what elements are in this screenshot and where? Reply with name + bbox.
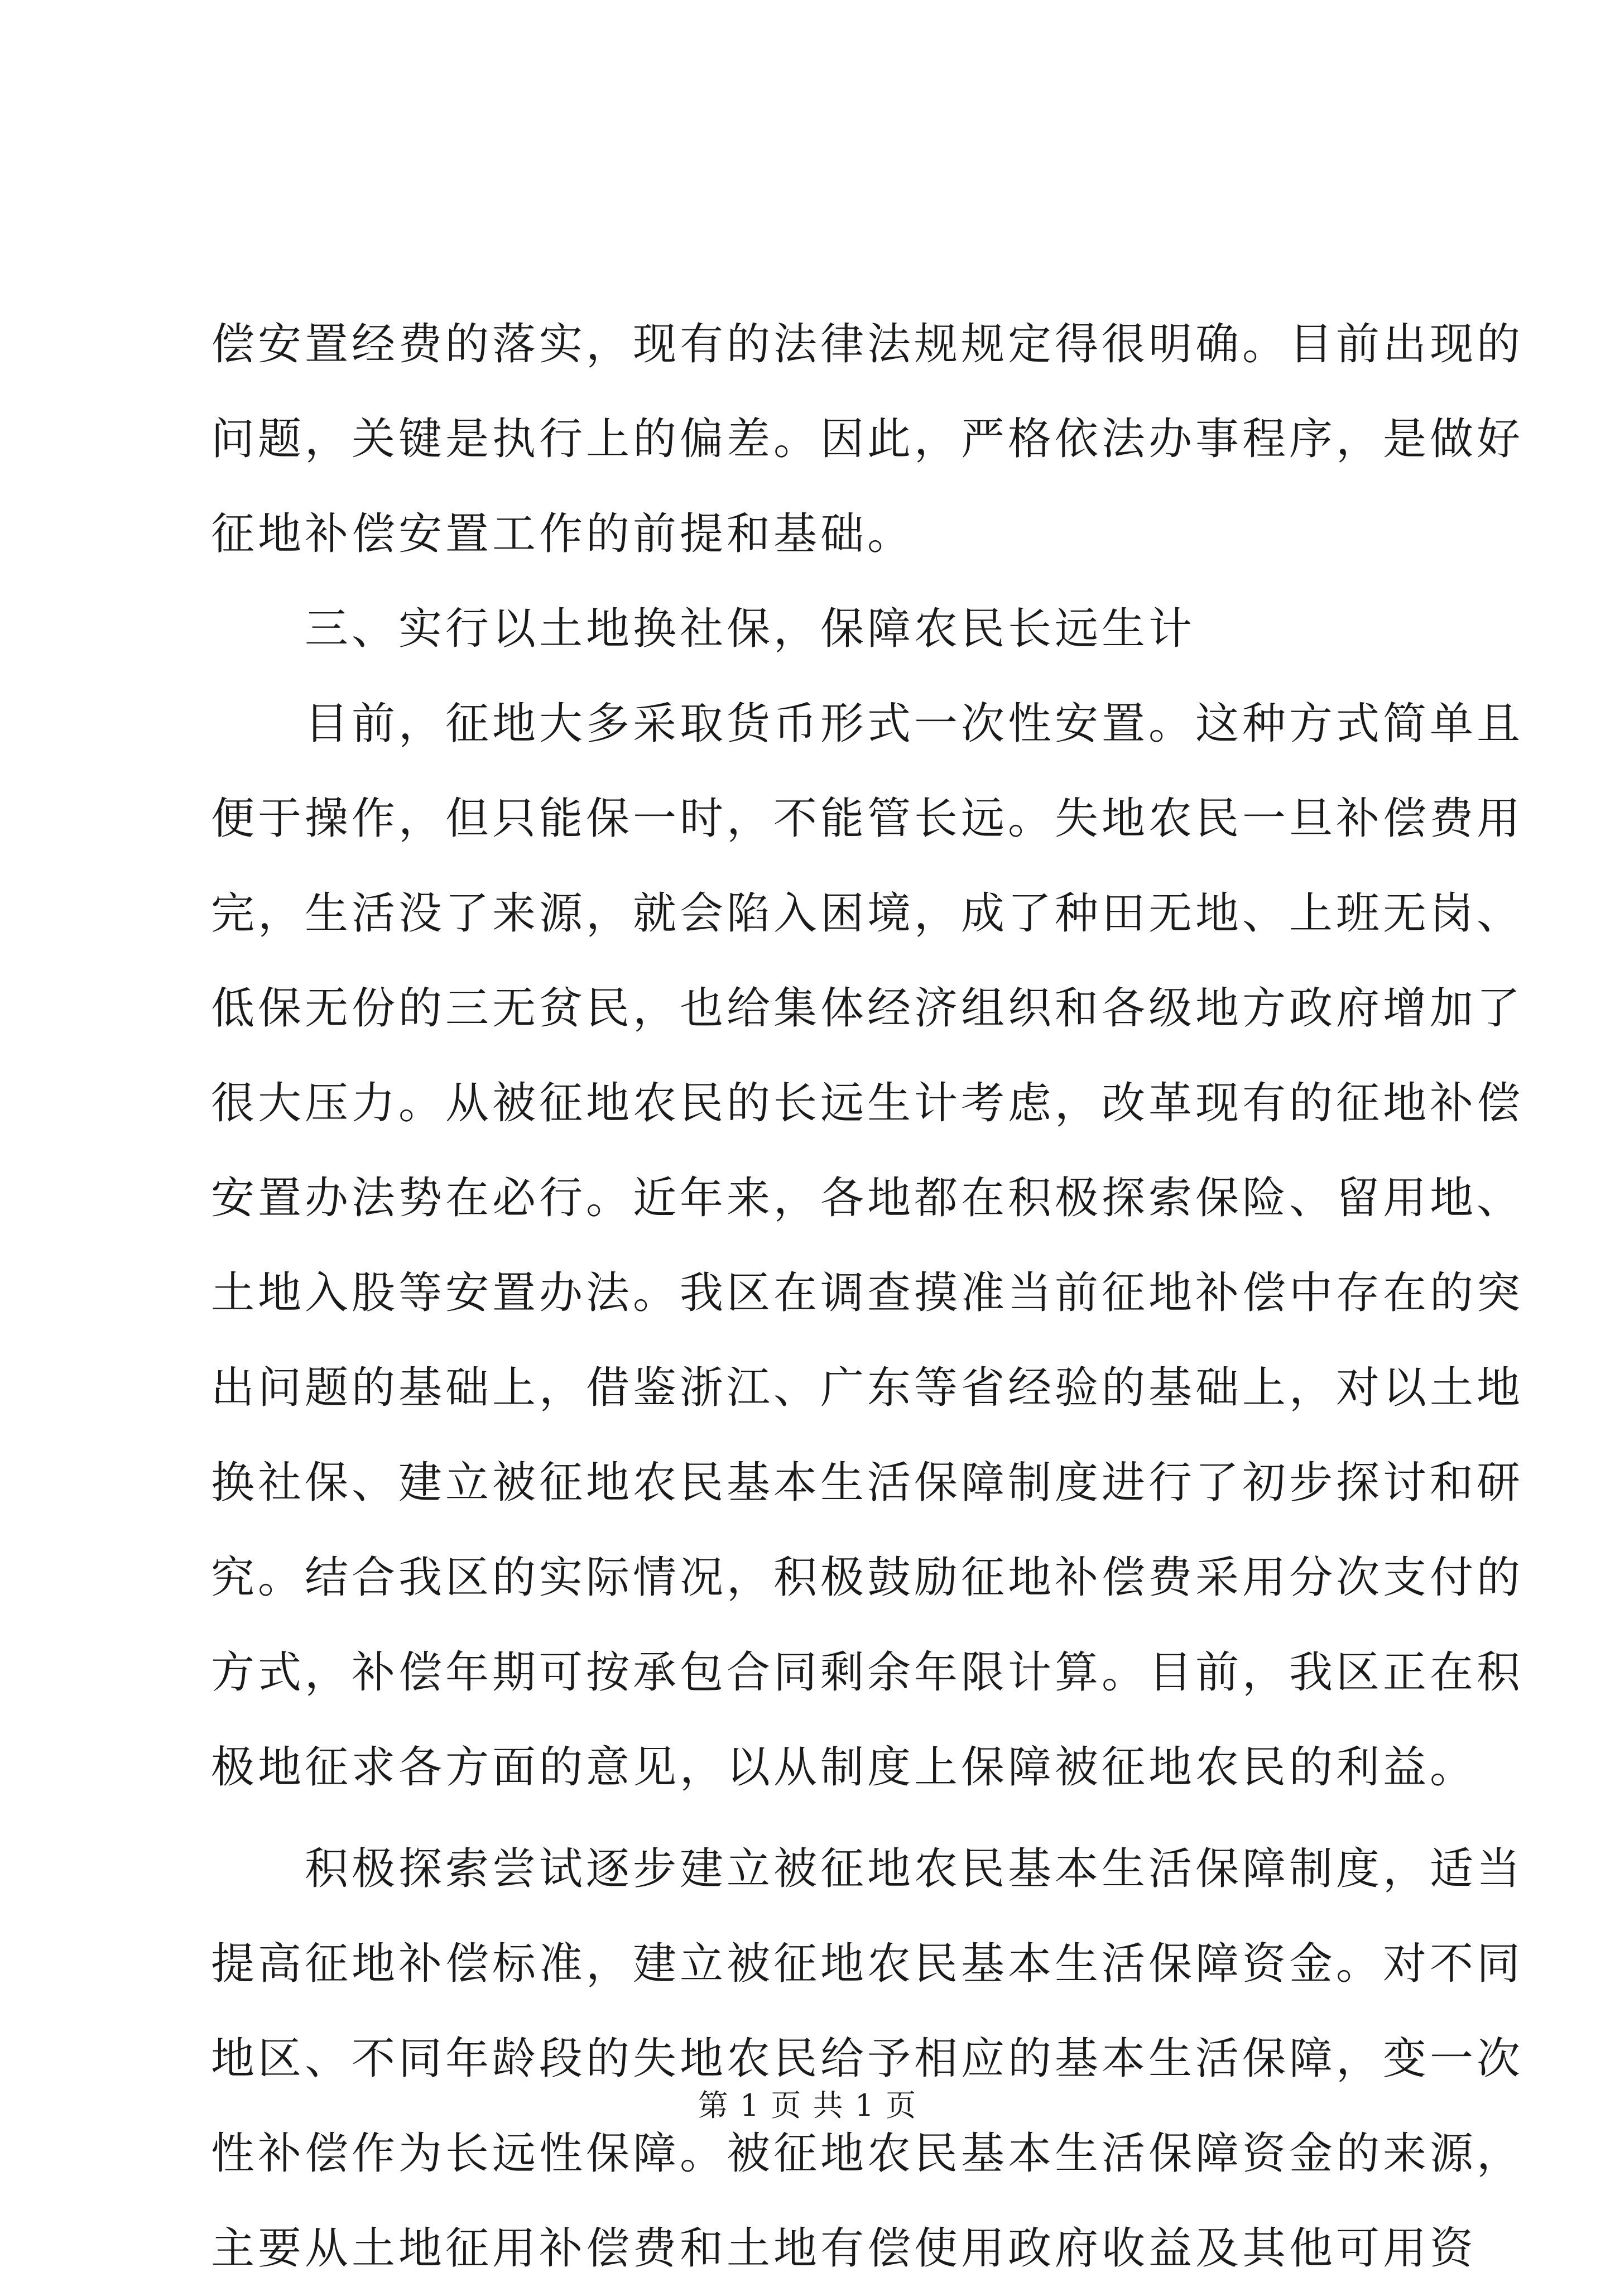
text-line: 完，生活没了来源，就会陷入困境，成了种田无地、上班无岗、 bbox=[211, 888, 1524, 939]
text-line: 土地入股等安置办法。我区在调查摸准当前征地补偿中存在的突 bbox=[211, 1268, 1524, 1318]
text-line: 便于操作，但只能保一时，不能管长远。失地农民一旦补偿费用 bbox=[211, 794, 1524, 844]
page-footer: 第 1 页 共 1 页 bbox=[698, 2088, 917, 2123]
document-body bbox=[211, 297, 1524, 2296]
text-line: 性补偿作为长远性保障。被征地农民基本生活保障资金的来源， bbox=[211, 2129, 1524, 2179]
text-line: 极地征求各方面的意见，以从制度上保障被征地农民的利益。 bbox=[211, 1742, 1477, 1793]
text-line: 目前，征地大多采取货币形式一次性安置。这种方式简单且 bbox=[305, 699, 1524, 749]
text-line: 安置办法势在必行。近年来，各地都在积极探索保险、留用地、 bbox=[211, 1173, 1524, 1223]
paragraph-gap bbox=[211, 1815, 1405, 1822]
text-line: 提高征地补偿标准，建立被征地农民基本生活保障资金。对不同 bbox=[211, 1939, 1524, 1989]
text-line: 很大压力。从被征地农民的长远生计考虑，改革现有的征地补偿 bbox=[211, 1078, 1524, 1128]
text-line: 出问题的基础上，借鉴浙江、广东等省经验的基础上，对以土地 bbox=[211, 1363, 1524, 1413]
text-line: 低保无份的三无贫民，也给集体经济组织和各级地方政府增加了 bbox=[211, 983, 1524, 1034]
text-line: 偿安置经费的落实，现有的法律法规规定得很明确。目前出现的 bbox=[211, 319, 1524, 369]
text-line: 积极探索尝试逐步建立被征地农民基本生活保障制度，适当 bbox=[305, 1844, 1524, 1894]
text-line: 主要从土地征用补偿费和土地有偿使用政府收益及其他可用资 bbox=[211, 2223, 1477, 2274]
text-line: 方式，补偿年期可按承包合同剩余年限计算。目前，我区正在积 bbox=[211, 1647, 1524, 1698]
text-line: 问题，关键是执行上的偏差。因此，严格依法办事程序，是做好 bbox=[211, 414, 1524, 464]
text-line: 究。结合我区的实际情况，积极鼓励征地补偿费采用分次支付的 bbox=[211, 1553, 1524, 1603]
section-heading: 三、实行以土地换社保，保障农民长远生计 bbox=[305, 604, 1196, 654]
text-line: 换社保、建立被征地农民基本生活保障制度进行了初步探讨和研 bbox=[211, 1458, 1524, 1508]
text-line: 地区、不同年龄段的失地农民给予相应的基本生活保障，变一次 bbox=[211, 2034, 1524, 2084]
text-line: 征地补偿安置工作的前提和基础。 bbox=[211, 509, 915, 559]
